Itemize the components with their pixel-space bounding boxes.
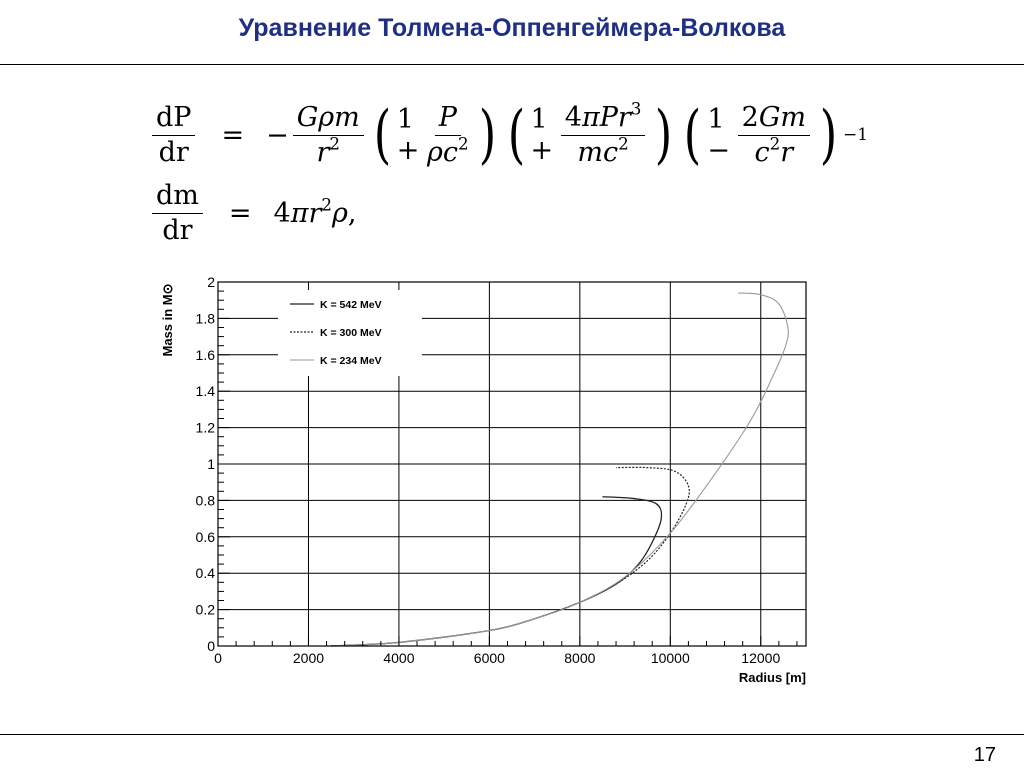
slide-title: Уравнение Толмена-Оппенгеймера-Волкова [238,14,786,42]
x-tick-label: 0 [214,650,222,666]
g-rho-m-over-r2: $\frac{\text{Gρm}}{r^2}$ [293,103,364,167]
equation-pressure: $\frac{dP}{dr}$ = − $\frac{\text{Gρm}}{r^2}$ ( 1 + $\frac{P}{\rho c^2}$ ) ( 1 + $\frac{4\pi Pr^3}{mc^2}$ ) ( 1 − $\frac{2Gm}{c^2r}$ ) −1 [148,103,868,167]
dr-denominator-2: dr [162,214,193,246]
footer-divider [0,734,1024,735]
y-tick-label: 1 [207,456,215,472]
series-line-0 [331,497,661,646]
dm-numerator: dm [152,181,203,214]
y-tick-label: 1.4 [195,383,215,400]
mass-radius-chart [140,268,840,698]
x-tick-label: 4000 [383,650,415,666]
y-tick-label: 0.2 [195,601,215,618]
chart-svg [140,268,840,698]
y-tick-label: 0.6 [195,528,215,545]
legend [278,290,422,376]
y-tick-label: 1.6 [195,346,215,363]
title-divider [0,64,1024,65]
equation-mass [148,181,356,245]
x-tick-label: 2000 [292,650,325,666]
legend-label-1: K = 300 MeV [320,327,382,339]
x-tick-label: 12000 [741,650,781,666]
equals-sign: = [221,119,245,151]
tov-equations [148,95,868,255]
y-tick-label: 0 [207,638,215,654]
series-line-1 [331,467,689,646]
y-tick-label: 1.2 [195,419,215,436]
two-gm-over-c2r: $\frac{2Gm}{c^2r}$ [738,103,810,167]
page-number: 17 [973,744,996,766]
x-tick-label: 10000 [650,650,690,666]
y-tick-label: 2 [207,274,215,290]
dr-denominator: dr [158,136,189,168]
mass-rhs: $4\pi r^2\rho$, [273,193,357,229]
y-tick-label: 0.8 [195,492,215,509]
dp-numerator: dP [152,103,195,136]
dm-dr-fraction [152,181,203,245]
dp-dr-fraction [152,103,195,167]
x-axis-title: Radius [m] [738,670,806,685]
y-axis-title: Mass in M⊙ [160,283,175,357]
minus-sign: − [266,119,289,151]
y-tick-label: 0.4 [195,565,215,582]
x-tick-label: 8000 [564,650,596,666]
x-tick-label: 6000 [473,650,505,666]
equals-sign-2: = [228,197,252,229]
y-tick-label: 1.8 [195,310,215,327]
p-over-rho-c2: $\frac{P}{\rho c^2}$ [426,102,469,168]
legend-label-2: K = 234 MeV [320,355,382,367]
legend-label-0: K = 542 MeV [320,299,382,311]
four-pi-p-r3-over-mc2: $\frac{4\pi Pr^3}{mc^2}$ [561,103,646,167]
